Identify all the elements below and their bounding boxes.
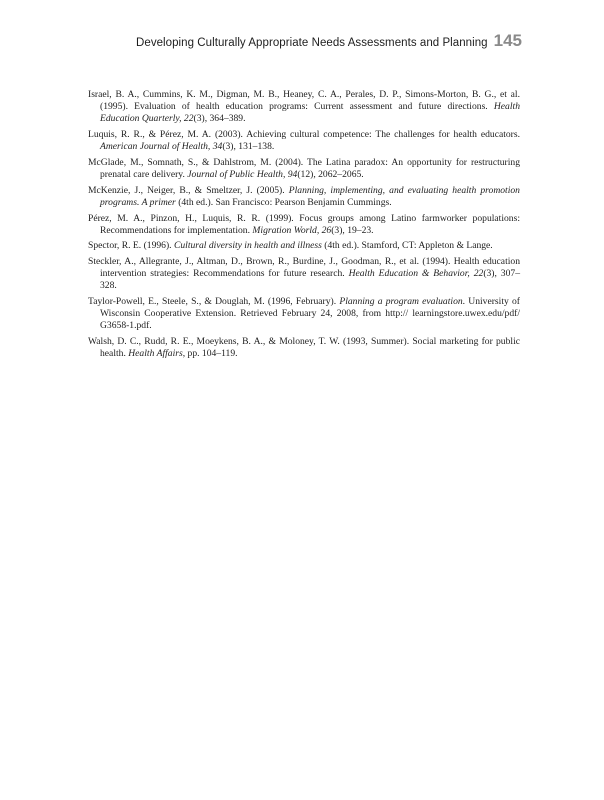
reference-text: Luquis, R. R., & Pérez, M. A. (2003). Achieving cultural competence: The challenges for health educators.	[88, 128, 520, 140]
reference-text: McGlade, M., Somnath, S., & Dahlstrom, M. (2004). The Latina paradox: An opportunity for restructuring prenatal care delivery.	[88, 156, 520, 180]
reference-entry	[88, 240, 520, 252]
reference-text: . University of Wisconsin Cooperative Extension. Retrieved February 24, 2008, from http:// learningstore.uwex.edu/pdf/ G3658-1.pdf.	[100, 296, 520, 332]
reference-entry	[88, 256, 520, 292]
reference-text: (3), 364–389.	[193, 113, 246, 125]
reference-italic-text: Health Education & Behavior, 22	[348, 268, 484, 280]
reference-text: (3), 19–23.	[331, 224, 374, 236]
reference-italic-text: American Journal of Health, 34	[100, 141, 223, 153]
reference-list	[88, 89, 520, 364]
reference-text: Walsh, D. C., Rudd, R. E., Moeykens, B. A., & Moloney, T. W. (1993, Summer). Social marketing for public health.	[88, 336, 520, 360]
running-header	[0, 31, 522, 51]
reference-text: Israel, B. A., Cummins, K. M., Digman, M. B., Heaney, C. A., Perales, D. P., Simons-Morton, B. G., et al. (1995). Evaluation of health education programs: Current assessment and future directions.	[88, 89, 520, 113]
reference-italic-text: Planning, implementing, and evaluating health promotion programs. A primer	[100, 184, 520, 208]
page-number: 145	[493, 31, 522, 50]
reference-italic-text: Health Affairs	[128, 348, 183, 360]
running-title: Developing Culturally Appropriate Needs Assessments and Planning	[136, 37, 488, 49]
reference-entry	[88, 129, 520, 153]
reference-entry	[88, 157, 520, 181]
reference-entry	[88, 336, 520, 360]
reference-italic-text: Health Education Quarterly, 22	[100, 101, 520, 125]
reference-text: McKenzie, J., Neiger, B., & Smeltzer, J. (2005).	[88, 184, 289, 196]
reference-text: (4th ed.). Stamford, CT: Appleton & Lange.	[321, 240, 493, 252]
reference-italic-text: Planning a program evaluation	[339, 296, 463, 308]
reference-entry	[88, 89, 520, 125]
reference-text: Pérez, M. A., Pinzon, H., Luquis, R. R. (1999). Focus groups among Latino farmworker populations: Recommendations for implementation.	[88, 212, 520, 236]
reference-text: , pp. 104–119.	[182, 348, 238, 360]
reference-text: Steckler, A., Allegrante, J., Altman, D., Brown, R., Burdine, J., Goodman, R., et al. (1994). Health education intervention strategies: Recommendations for future research.	[88, 256, 520, 280]
reference-entry	[88, 213, 520, 237]
reference-text: Taylor-Powell, E., Steele, S., & Douglah, M. (1996, February).	[88, 296, 340, 308]
reference-text: Spector, R. E. (1996).	[88, 240, 174, 252]
reference-entry	[88, 185, 520, 209]
reference-text: (4th ed.). San Francisco: Pearson Benjamin Cummings.	[175, 196, 392, 208]
reference-italic-text: Cultural diversity in health and illness	[173, 240, 322, 252]
reference-text: (3), 131–138.	[222, 141, 275, 153]
reference-italic-text: Migration World, 26	[252, 224, 332, 236]
reference-italic-text: Journal of Public Health, 94	[187, 168, 298, 180]
reference-entry	[88, 296, 520, 332]
reference-text: (3), 307–328.	[100, 268, 520, 292]
reference-text: (12), 2062–2065.	[297, 168, 364, 180]
